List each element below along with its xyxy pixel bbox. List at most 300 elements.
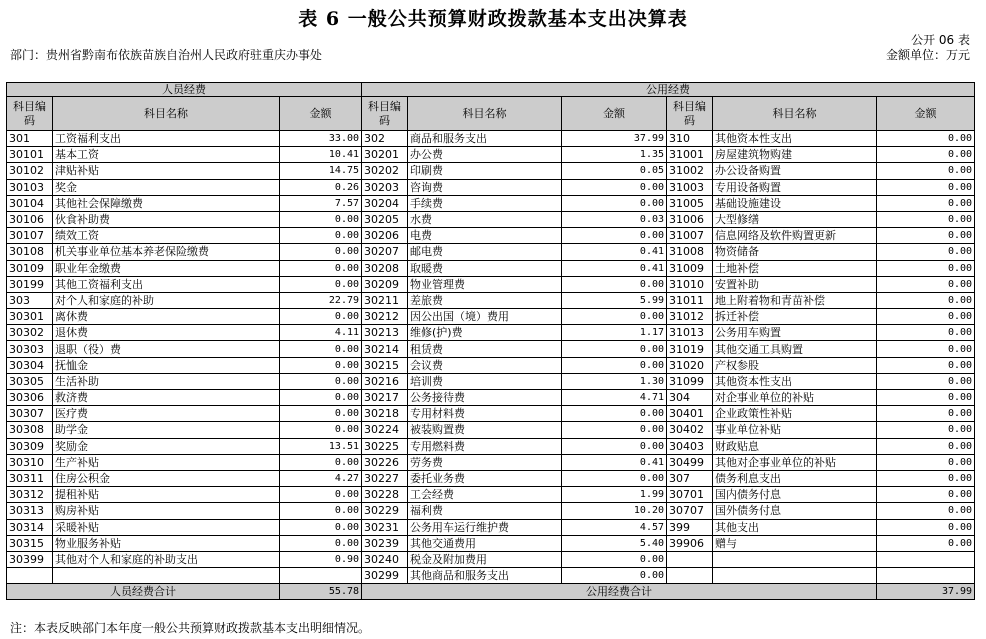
cell-code: 307: [667, 470, 713, 486]
cell-name: 税金及附加费用: [408, 551, 562, 567]
cell-amount: 0.00: [280, 357, 362, 373]
cell-amount: 0.00: [562, 470, 667, 486]
cell-amount: 5.40: [562, 535, 667, 551]
totals-row: [7, 584, 975, 600]
cell-code: 30212: [362, 309, 408, 325]
cell-amount: 4.71: [562, 390, 667, 406]
cell-amount: [877, 568, 975, 584]
table-row: [7, 390, 975, 406]
cell-name: 福利费: [408, 503, 562, 519]
cell-name: 被装购置费: [408, 422, 562, 438]
table-row: [7, 422, 975, 438]
cell-name: 国内债务付息: [713, 487, 877, 503]
cell-name: 会议费: [408, 357, 562, 373]
cell-amount: 0.00: [877, 228, 975, 244]
cell-code: 30208: [362, 260, 408, 276]
cell-name: 水费: [408, 211, 562, 227]
cell-code: 30215: [362, 357, 408, 373]
footnote: 注：本表反映部门本年度一般公共预算财政拨款基本支出明细情况。: [10, 621, 371, 635]
cell-amount: 0.00: [877, 292, 975, 308]
cell-name: 其他交通费用: [408, 535, 562, 551]
cell-name: 助学金: [53, 422, 280, 438]
col-name: 科目名称: [53, 97, 280, 131]
cell-amount: 0.00: [877, 195, 975, 211]
cell-amount: 0.00: [877, 406, 975, 422]
cell-code: [7, 568, 53, 584]
cell-amount: 0.00: [877, 390, 975, 406]
cell-code: 30305: [7, 373, 53, 389]
cell-code: 30312: [7, 487, 53, 503]
cell-name: 专用材料费: [408, 406, 562, 422]
cell-code: 30313: [7, 503, 53, 519]
table-row: [7, 147, 975, 163]
cell-name: 安置补助: [713, 276, 877, 292]
cell-name: 差旅费: [408, 292, 562, 308]
cell-amount: 0.00: [562, 341, 667, 357]
cell-amount: 14.75: [280, 163, 362, 179]
cell-code: 30206: [362, 228, 408, 244]
cell-name: 公务用车运行维护费: [408, 519, 562, 535]
cell-name: 津贴补贴: [53, 163, 280, 179]
cell-code: 304: [667, 390, 713, 406]
cell-name: 工会经费: [408, 487, 562, 503]
cell-amount: 7.57: [280, 195, 362, 211]
cell-amount: 13.51: [280, 438, 362, 454]
table-row: [7, 179, 975, 195]
cell-name: 其他对个人和家庭的补助支出: [53, 551, 280, 567]
personnel-total-label: 人员经费合计: [7, 584, 280, 600]
cell-amount: 0.00: [562, 422, 667, 438]
cell-code: 30399: [7, 551, 53, 567]
cell-amount: 0.00: [280, 406, 362, 422]
table-row: [7, 260, 975, 276]
cell-code: 30307: [7, 406, 53, 422]
cell-code: 30213: [362, 325, 408, 341]
cell-amount: 0.00: [877, 244, 975, 260]
col-code: 科目编码: [7, 97, 53, 131]
cell-amount: 0.00: [280, 244, 362, 260]
cell-name: 离休费: [53, 309, 280, 325]
cell-name: 地上附着物和青苗补偿: [713, 292, 877, 308]
cell-amount: 0.41: [562, 454, 667, 470]
cell-amount: 1.17: [562, 325, 667, 341]
cell-amount: 0.00: [877, 373, 975, 389]
cell-amount: 0.00: [877, 519, 975, 535]
cell-name: 劳务费: [408, 454, 562, 470]
cell-code: 30310: [7, 454, 53, 470]
cell-amount: 37.99: [562, 131, 667, 147]
cell-code: 31009: [667, 260, 713, 276]
table-row: [7, 131, 975, 147]
cell-code: 30306: [7, 390, 53, 406]
cell-code: 31001: [667, 147, 713, 163]
cell-amount: 0.00: [280, 454, 362, 470]
table-row: [7, 551, 975, 567]
cell-amount: 1.30: [562, 373, 667, 389]
cell-amount: 0.00: [562, 309, 667, 325]
cell-amount: 0.00: [877, 454, 975, 470]
cell-name: 伙食补助费: [53, 211, 280, 227]
cell-code: 303: [7, 292, 53, 308]
cell-amount: 0.00: [562, 179, 667, 195]
cell-amount: 0.00: [280, 341, 362, 357]
cell-code: 30203: [362, 179, 408, 195]
cell-amount: 0.00: [562, 195, 667, 211]
cell-amount: 0.00: [877, 422, 975, 438]
cell-code: 30239: [362, 535, 408, 551]
cell-code: 30207: [362, 244, 408, 260]
cell-code: 31003: [667, 179, 713, 195]
cell-amount: 4.11: [280, 325, 362, 341]
cell-code: 30315: [7, 535, 53, 551]
cell-name: 其他商品和服务支出: [408, 568, 562, 584]
cell-name: 退休费: [53, 325, 280, 341]
cell-amount: 0.00: [562, 357, 667, 373]
table-row: [7, 325, 975, 341]
cell-code: 30401: [667, 406, 713, 422]
cell-code: 30106: [7, 211, 53, 227]
cell-name: 其他社会保障缴费: [53, 195, 280, 211]
col-amount: 金额: [562, 97, 667, 131]
table-row: [7, 568, 975, 584]
cell-name: 商品和服务支出: [408, 131, 562, 147]
cell-amount: 0.03: [562, 211, 667, 227]
cell-code: 30707: [667, 503, 713, 519]
cell-code: 31011: [667, 292, 713, 308]
cell-name: 办公费: [408, 147, 562, 163]
cell-code: 30218: [362, 406, 408, 422]
cell-name: 工资福利支出: [53, 131, 280, 147]
cell-name: 债务利息支出: [713, 470, 877, 486]
table-row: [7, 276, 975, 292]
col-code: 科目编码: [667, 97, 713, 131]
cell-name: 对个人和家庭的补助: [53, 292, 280, 308]
cell-name: 国外债务付息: [713, 503, 877, 519]
col-name: 科目名称: [713, 97, 877, 131]
cell-code: 30109: [7, 260, 53, 276]
cell-code: 30211: [362, 292, 408, 308]
cell-amount: 4.27: [280, 470, 362, 486]
cell-amount: 10.20: [562, 503, 667, 519]
cell-code: 30104: [7, 195, 53, 211]
cell-amount: 0.00: [562, 568, 667, 584]
table-row: [7, 309, 975, 325]
table-row: [7, 244, 975, 260]
cell-code: 30202: [362, 163, 408, 179]
table-row: [7, 406, 975, 422]
cell-name: 专用设备购置: [713, 179, 877, 195]
cell-amount: 22.79: [280, 292, 362, 308]
cell-amount: 0.00: [877, 276, 975, 292]
department-label: 部门：贵州省黔南布依族苗族自治州人民政府驻重庆办事处: [10, 48, 323, 62]
cell-code: 30302: [7, 325, 53, 341]
cell-code: 30226: [362, 454, 408, 470]
cell-code: 31099: [667, 373, 713, 389]
cell-code: 302: [362, 131, 408, 147]
cell-name: 办公设备购置: [713, 163, 877, 179]
cell-name: 其他工资福利支出: [53, 276, 280, 292]
cell-amount: [877, 551, 975, 567]
cell-amount: 0.00: [877, 470, 975, 486]
cell-name: 物业服务补贴: [53, 535, 280, 551]
cell-name: 信息网络及软件购置更新: [713, 228, 877, 244]
cell-code: 31007: [667, 228, 713, 244]
col-name: 科目名称: [408, 97, 562, 131]
cell-name: 电费: [408, 228, 562, 244]
cell-name: [713, 568, 877, 584]
cell-amount: 0.00: [877, 179, 975, 195]
cell-name: 公务接待费: [408, 390, 562, 406]
cell-amount: 0.00: [877, 211, 975, 227]
cell-amount: [280, 568, 362, 584]
cell-name: [713, 551, 877, 567]
cell-name: 职业年金缴费: [53, 260, 280, 276]
cell-amount: 0.00: [280, 211, 362, 227]
cell-code: 31012: [667, 309, 713, 325]
cell-name: 奖金: [53, 179, 280, 195]
personnel-total-amount: 55.78: [280, 584, 362, 600]
cell-amount: 1.35: [562, 147, 667, 163]
section-personnel: 人员经费: [7, 83, 362, 97]
cell-code: 31020: [667, 357, 713, 373]
cell-name: 购房补贴: [53, 503, 280, 519]
cell-name: 事业单位补贴: [713, 422, 877, 438]
form-number: 公开 06 表: [911, 33, 970, 47]
cell-name: 财政贴息: [713, 438, 877, 454]
cell-name: 委托业务费: [408, 470, 562, 486]
cell-code: 30108: [7, 244, 53, 260]
cell-amount: 0.00: [562, 228, 667, 244]
cell-code: 30311: [7, 470, 53, 486]
table-row: [7, 470, 975, 486]
cell-code: 30225: [362, 438, 408, 454]
cell-name: 土地补偿: [713, 260, 877, 276]
cell-amount: 0.00: [877, 487, 975, 503]
cell-code: 30314: [7, 519, 53, 535]
cell-code: 399: [667, 519, 713, 535]
cell-name: 取暖费: [408, 260, 562, 276]
cell-code: 30304: [7, 357, 53, 373]
cell-name: 提租补贴: [53, 487, 280, 503]
cell-amount: 0.00: [877, 357, 975, 373]
cell-name: 房屋建筑物购建: [713, 147, 877, 163]
cell-code: 30229: [362, 503, 408, 519]
table-row: [7, 503, 975, 519]
cell-amount: 0.05: [562, 163, 667, 179]
cell-code: 30101: [7, 147, 53, 163]
cell-amount: 0.00: [562, 551, 667, 567]
table-row: [7, 195, 975, 211]
cell-name: 其他支出: [713, 519, 877, 535]
cell-name: 拆迁补偿: [713, 309, 877, 325]
cell-code: 30309: [7, 438, 53, 454]
cell-amount: 0.00: [280, 309, 362, 325]
cell-amount: 0.00: [877, 341, 975, 357]
cell-amount: 5.99: [562, 292, 667, 308]
cell-amount: 0.00: [280, 276, 362, 292]
cell-amount: 0.00: [280, 422, 362, 438]
cell-name: 产权参股: [713, 357, 877, 373]
cell-amount: 1.99: [562, 487, 667, 503]
cell-code: 30301: [7, 309, 53, 325]
amount-unit-label: 金额单位：万元: [885, 48, 970, 62]
cell-name: 印刷费: [408, 163, 562, 179]
cell-amount: 0.00: [280, 373, 362, 389]
table-row: [7, 535, 975, 551]
cell-amount: 0.00: [877, 438, 975, 454]
cell-name: 租赁费: [408, 341, 562, 357]
cell-name: 绩效工资: [53, 228, 280, 244]
cell-name: 其他资本性支出: [713, 131, 877, 147]
cell-code: 31008: [667, 244, 713, 260]
table-row: [7, 292, 975, 308]
cell-amount: 0.00: [280, 487, 362, 503]
cell-code: 30216: [362, 373, 408, 389]
public-total-amount: 37.99: [877, 584, 975, 600]
cell-code: 30214: [362, 341, 408, 357]
cell-name: 邮电费: [408, 244, 562, 260]
cell-name: 赠与: [713, 535, 877, 551]
cell-amount: 10.41: [280, 147, 362, 163]
cell-code: 310: [667, 131, 713, 147]
cell-code: 30227: [362, 470, 408, 486]
col-amount: 金额: [877, 97, 975, 131]
cell-code: 30402: [667, 422, 713, 438]
cell-code: 39906: [667, 535, 713, 551]
cell-name: 基础设施建设: [713, 195, 877, 211]
table-row: [7, 163, 975, 179]
cell-name: 采暖补贴: [53, 519, 280, 535]
cell-code: 30299: [362, 568, 408, 584]
table-row: [7, 211, 975, 227]
cell-amount: 0.00: [877, 325, 975, 341]
cell-amount: 0.00: [280, 503, 362, 519]
cell-code: 30231: [362, 519, 408, 535]
cell-name: 抚恤金: [53, 357, 280, 373]
cell-amount: 33.00: [280, 131, 362, 147]
cell-amount: 0.00: [877, 503, 975, 519]
cell-amount: 0.00: [280, 260, 362, 276]
col-amount: 金额: [280, 97, 362, 131]
cell-code: 31002: [667, 163, 713, 179]
table-row: [7, 438, 975, 454]
cell-code: 301: [7, 131, 53, 147]
cell-code: 30303: [7, 341, 53, 357]
cell-code: 30308: [7, 422, 53, 438]
cell-code: 31013: [667, 325, 713, 341]
cell-code: 30499: [667, 454, 713, 470]
cell-name: 咨询费: [408, 179, 562, 195]
cell-code: 30224: [362, 422, 408, 438]
cell-code: 30209: [362, 276, 408, 292]
cell-name: 维修(护)费: [408, 325, 562, 341]
cell-amount: 0.00: [877, 131, 975, 147]
cell-code: 30107: [7, 228, 53, 244]
cell-code: 30103: [7, 179, 53, 195]
cell-amount: 0.41: [562, 244, 667, 260]
cell-code: 30102: [7, 163, 53, 179]
cell-amount: 0.26: [280, 179, 362, 195]
cell-name: 退职（役）费: [53, 341, 280, 357]
cell-amount: 0.00: [280, 228, 362, 244]
cell-name: 救济费: [53, 390, 280, 406]
cell-name: 手续费: [408, 195, 562, 211]
cell-name: 因公出国（境）费用: [408, 309, 562, 325]
cell-name: 企业政策性补贴: [713, 406, 877, 422]
cell-amount: 0.00: [877, 260, 975, 276]
cell-code: 30240: [362, 551, 408, 567]
cell-amount: 0.00: [280, 519, 362, 535]
public-total-label: 公用经费合计: [362, 584, 877, 600]
cell-code: 30701: [667, 487, 713, 503]
col-code: 科目编码: [362, 97, 408, 131]
table-row: [7, 373, 975, 389]
cell-name: [53, 568, 280, 584]
cell-name: 机关事业单位基本养老保险缴费: [53, 244, 280, 260]
cell-name: 专用燃料费: [408, 438, 562, 454]
section-public: 公用经费: [362, 83, 975, 97]
cell-code: 30228: [362, 487, 408, 503]
table-row: [7, 487, 975, 503]
cell-amount: 0.00: [877, 535, 975, 551]
table-row: [7, 519, 975, 535]
cell-name: 生产补贴: [53, 454, 280, 470]
table-row: [7, 341, 975, 357]
cell-name: 其他对企事业单位的补贴: [713, 454, 877, 470]
cell-amount: 0.00: [877, 147, 975, 163]
page-title: 表 6 一般公共预算财政拨款基本支出决算表: [298, 8, 688, 30]
cell-code: 30199: [7, 276, 53, 292]
cell-code: 31010: [667, 276, 713, 292]
cell-name: 物资储备: [713, 244, 877, 260]
cell-code: [667, 568, 713, 584]
cell-name: 公务用车购置: [713, 325, 877, 341]
cell-code: 31006: [667, 211, 713, 227]
cell-code: 30204: [362, 195, 408, 211]
cell-name: 对企事业单位的补贴: [713, 390, 877, 406]
cell-code: 30217: [362, 390, 408, 406]
cell-name: 其他交通工具购置: [713, 341, 877, 357]
cell-name: 大型修缮: [713, 211, 877, 227]
cell-amount: 0.00: [562, 276, 667, 292]
expenditure-table: [6, 82, 975, 600]
cell-name: 其他资本性支出: [713, 373, 877, 389]
cell-code: [667, 551, 713, 567]
section-header-row: [7, 83, 975, 97]
cell-name: 物业管理费: [408, 276, 562, 292]
cell-amount: 0.00: [562, 406, 667, 422]
cell-amount: 0.41: [562, 260, 667, 276]
cell-name: 医疗费: [53, 406, 280, 422]
cell-code: 30403: [667, 438, 713, 454]
cell-code: 30205: [362, 211, 408, 227]
table-row: [7, 454, 975, 470]
cell-amount: 0.00: [562, 438, 667, 454]
cell-amount: 0.00: [877, 309, 975, 325]
table-row: [7, 228, 975, 244]
table-row: [7, 357, 975, 373]
cell-name: 生活补助: [53, 373, 280, 389]
cell-amount: 0.00: [280, 390, 362, 406]
cell-code: 31005: [667, 195, 713, 211]
cell-name: 培训费: [408, 373, 562, 389]
cell-name: 住房公积金: [53, 470, 280, 486]
cell-code: 30201: [362, 147, 408, 163]
column-header-row: [7, 97, 975, 131]
cell-name: 奖励金: [53, 438, 280, 454]
cell-amount: 4.57: [562, 519, 667, 535]
cell-amount: 0.00: [280, 535, 362, 551]
